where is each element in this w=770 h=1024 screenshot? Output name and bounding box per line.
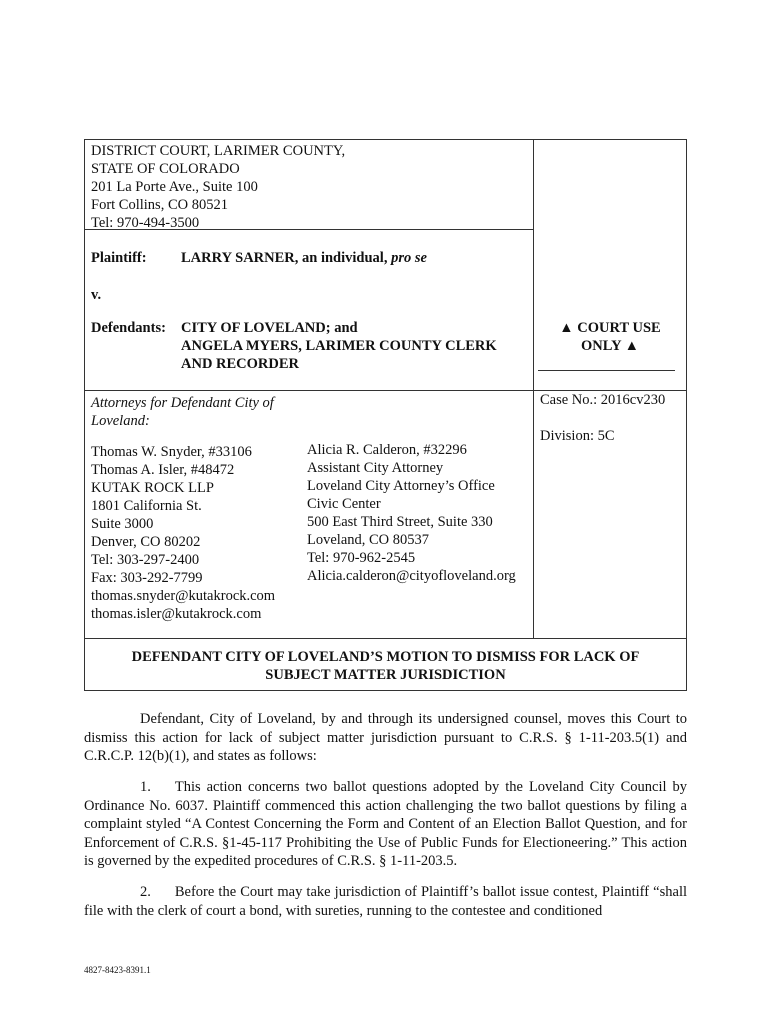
court-line: STATE OF COLORADO <box>91 161 240 177</box>
court-block <box>91 142 345 232</box>
court-use-only <box>534 319 686 355</box>
motion-title-line-1: DEFENDANT CITY OF LOVELAND’S MOTION TO DISMISS FOR LACK OF <box>131 649 640 665</box>
paragraph-1-text: This action concerns two ballot questions adopted by the Loveland City Council by Ordinance No. 6037. Plaintiff commenced this action challenging the two ballot questions by filing a complaint styled “A Contest Concerning the Form and Content of an Election Ballot Question, and for Enforcement of C.R.S. §1-45-117 Prohibiting the Use of Public Funds for Electioneering.” This action is governed by the expedited procedures of C.R.S. § 1-11-203.5. <box>84 779 687 869</box>
court-use-rule <box>538 370 675 371</box>
defendant-line: ANGELA MYERS, LARIMER COUNTY CLERK <box>181 338 497 354</box>
court-line: Tel: 970-494-3500 <box>91 215 200 231</box>
court-line: 201 La Porte Ave., Suite 100 <box>91 179 258 195</box>
attorneys-heading <box>91 394 274 430</box>
attorney-line: Tel: 303-297-2400 <box>91 552 200 568</box>
paragraph-2-number: 2. <box>140 884 151 900</box>
paragraph-2-text: Before the Court may take jurisdiction of Plaintiff’s ballot issue contest, Plaintiff “shall file with the clerk of court a bond, with sureties, running to the contestee and conditioned <box>84 884 687 919</box>
defendants-label: Defendants: <box>91 320 166 336</box>
attorney-line: Thomas W. Snyder, #33106 <box>91 444 252 460</box>
attorney-line: KUTAK ROCK LLP <box>91 480 214 496</box>
attorney-line: Civic Center <box>307 496 381 512</box>
motion-title <box>85 648 686 684</box>
caption-column-divider <box>533 140 534 638</box>
paragraph-1-number: 1. <box>140 779 151 795</box>
attorney-line: Thomas A. Isler, #48472 <box>91 462 235 478</box>
caption-divider-title <box>85 638 686 639</box>
case-caption-table <box>84 139 687 691</box>
intro-paragraph: Defendant, City of Loveland, by and through its undersigned counsel, moves this Court to dismiss this action for lack of subject matter jurisdiction pursuant to C.R.S. § 1-11-203.5(1) and C.R.C.P. 12(b)(1), and states as follows: <box>84 711 687 764</box>
plaintiff-name-text: LARRY SARNER, an individual, <box>181 250 392 266</box>
motion-title-line-2: SUBJECT MATTER JURISDICTION <box>265 667 506 683</box>
attorney-line: 1801 California St. <box>91 498 202 514</box>
attorney-line: Denver, CO 80202 <box>91 534 201 550</box>
paragraph-2 <box>84 883 687 920</box>
court-use-line-1: ▲ COURT USE <box>559 320 661 336</box>
attorney-email[interactable]: thomas.isler@kutakrock.com <box>91 606 262 622</box>
attorney-line: Loveland, CO 80537 <box>307 532 430 548</box>
plaintiff-label: Plaintiff: <box>91 250 147 266</box>
attorney-line: Fax: 303-292-7799 <box>91 570 203 586</box>
attorneys-heading-line: Loveland: <box>91 413 150 429</box>
paragraph-1 <box>84 778 687 871</box>
attorney-email[interactable]: thomas.snyder@kutakrock.com <box>91 588 276 604</box>
attorney-line: 500 East Third Street, Suite 330 <box>307 514 493 530</box>
attorney-line: Suite 3000 <box>91 516 154 532</box>
defendant-line: AND RECORDER <box>181 356 300 372</box>
court-line: Fort Collins, CO 80521 <box>91 197 228 213</box>
defendant-line: CITY OF LOVELAND; and <box>181 320 358 336</box>
document-id: 4827-8423-8391.1 <box>84 965 151 975</box>
case-number: Case No.: 2016cv230 <box>540 392 666 408</box>
plaintiff-pro-se: pro se <box>391 250 427 266</box>
attorneys-left-column <box>91 443 275 623</box>
division: Division: 5C <box>540 428 615 444</box>
versus-label: v. <box>91 287 102 303</box>
attorney-line: Assistant City Attorney <box>307 460 444 476</box>
attorney-email[interactable]: Alicia.calderon@cityofloveland.org <box>307 568 516 584</box>
attorney-line: Tel: 970-962-2545 <box>307 550 416 566</box>
court-line: DISTRICT COURT, LARIMER COUNTY, <box>91 143 346 159</box>
attorneys-right-column <box>307 441 516 585</box>
court-use-line-2: ONLY ▲ <box>581 338 639 354</box>
attorneys-heading-line: Attorneys for Defendant City of <box>91 395 274 411</box>
attorney-line: Alicia R. Calderon, #32296 <box>307 442 467 458</box>
plaintiff-name <box>181 249 427 267</box>
attorney-line: Loveland City Attorney’s Office <box>307 478 495 494</box>
defendants-names <box>181 319 497 373</box>
